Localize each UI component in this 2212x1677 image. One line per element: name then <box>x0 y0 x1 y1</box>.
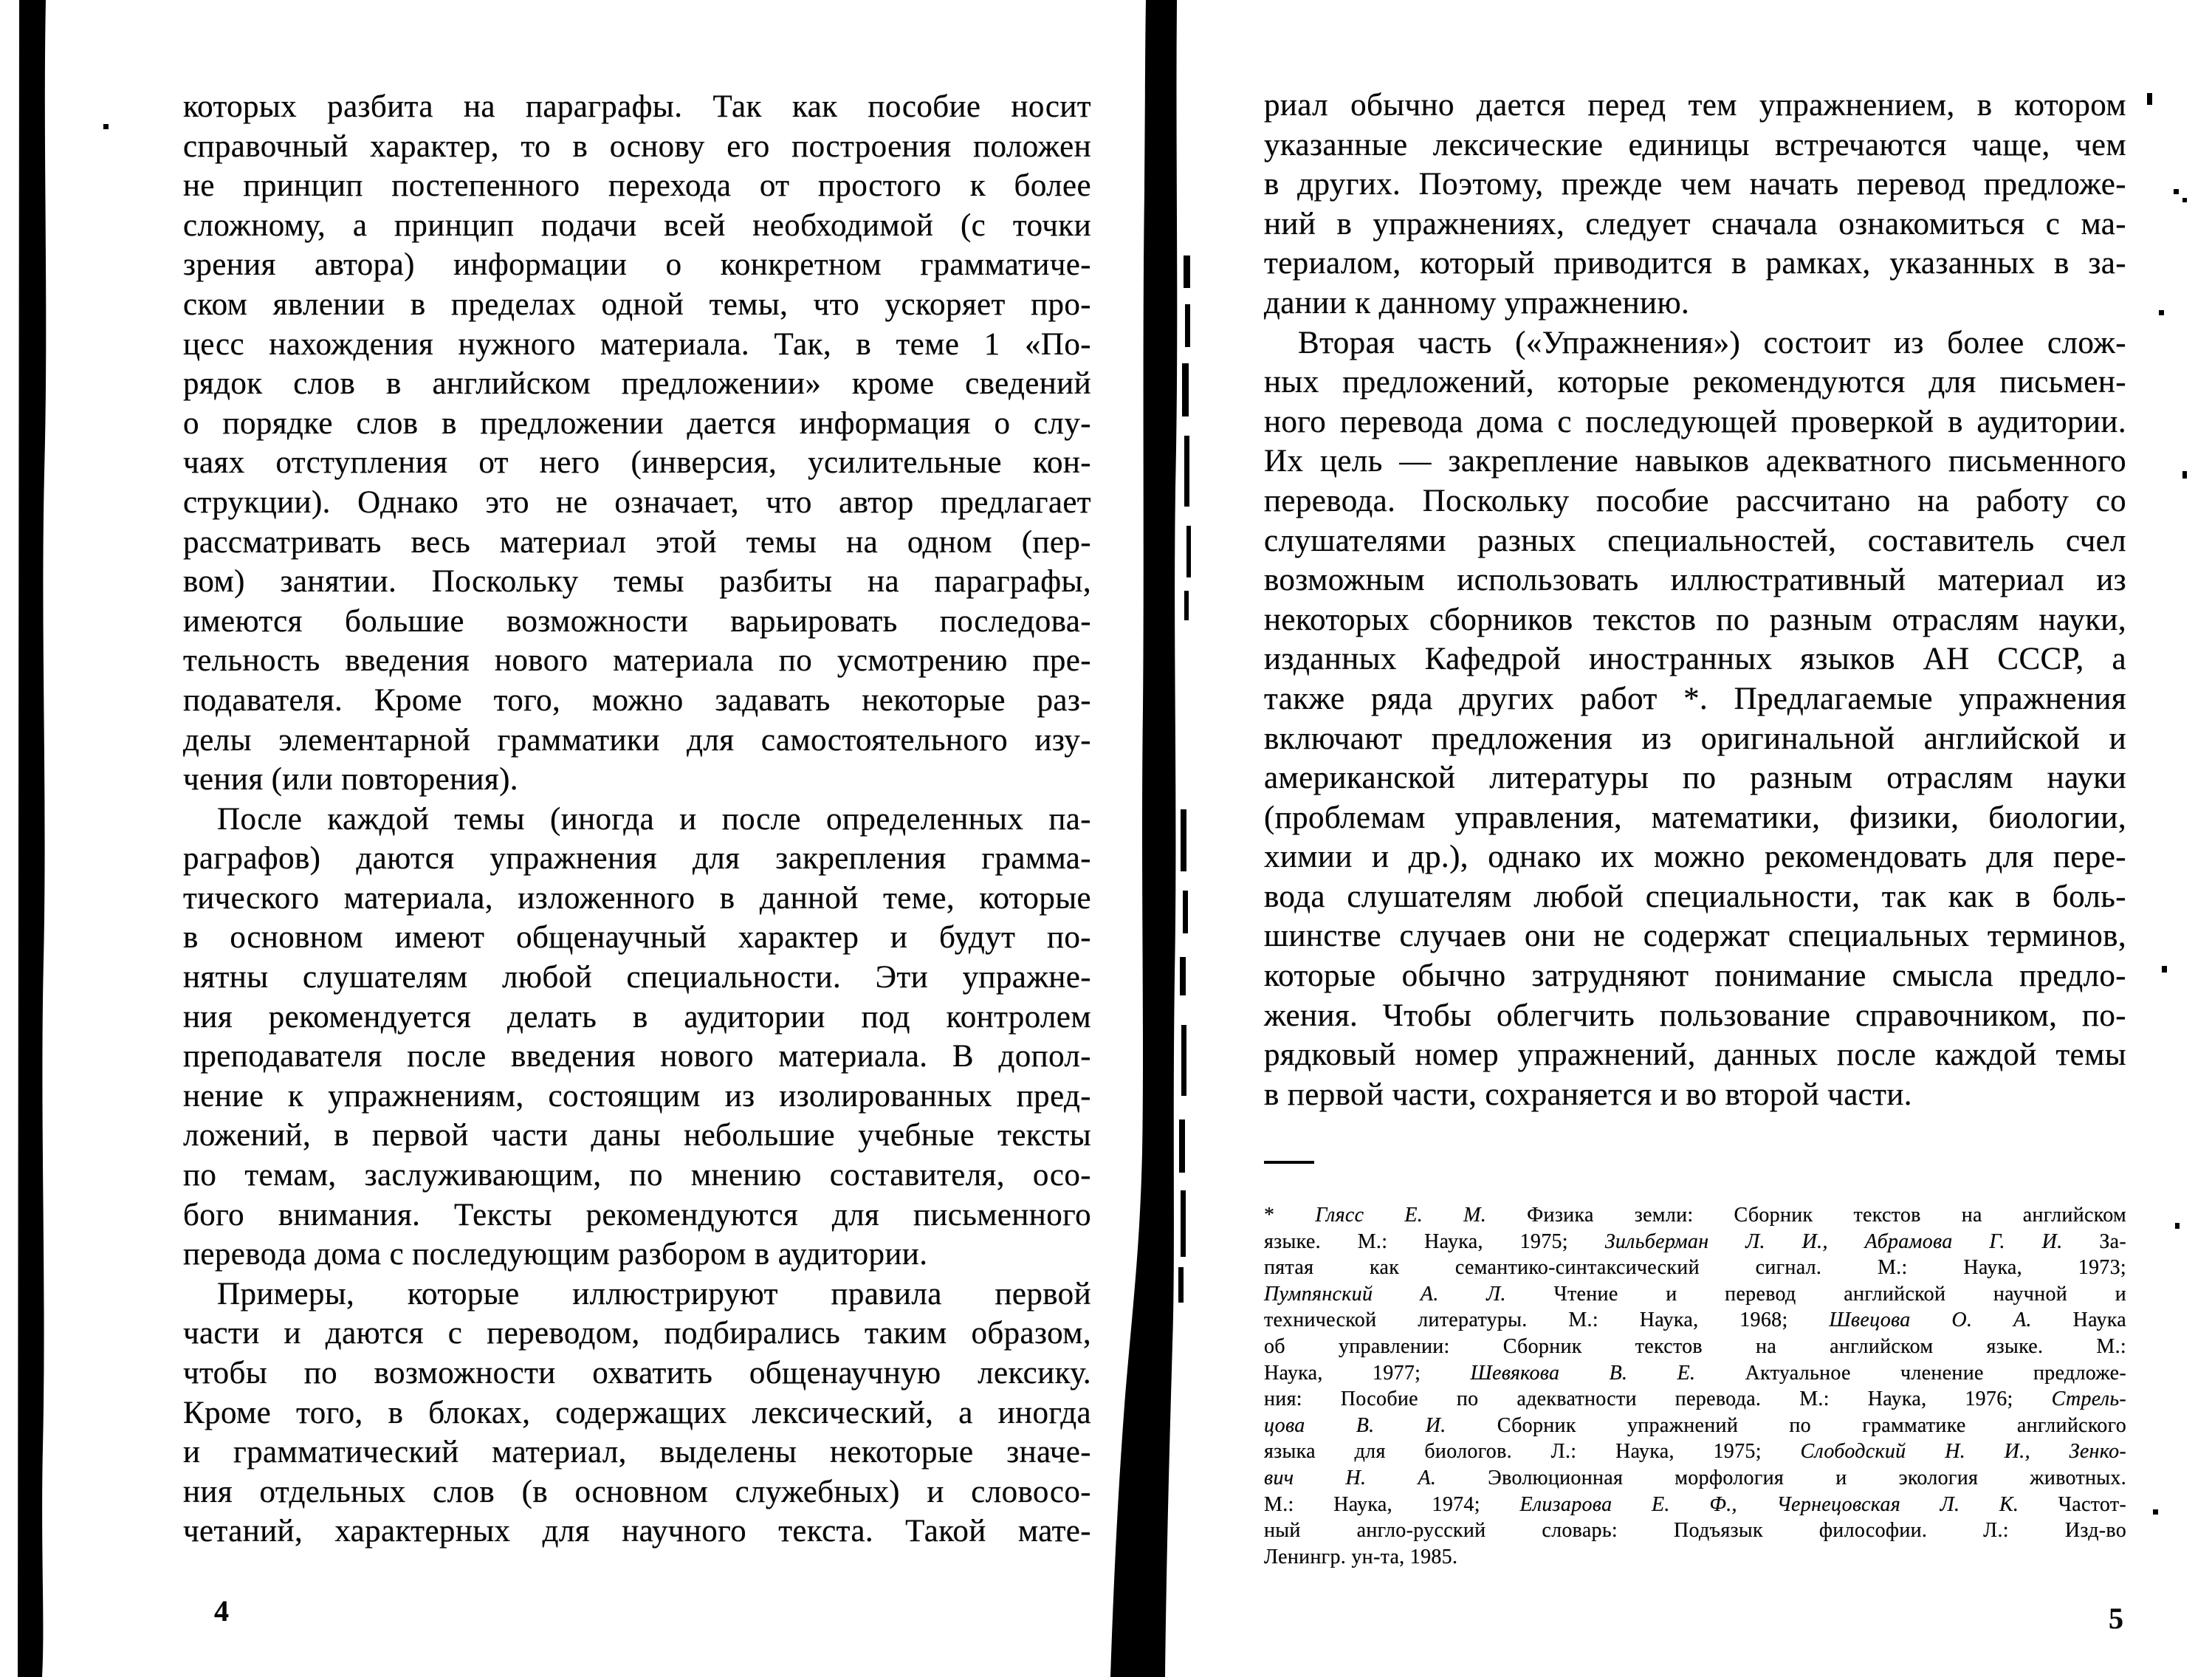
page-right-text-block <box>1264 86 2126 1114</box>
text-segment: Физика земли: Сборник текстов на английском <box>1486 1204 2126 1227</box>
text-line <box>1264 1465 2126 1492</box>
text-line: не принцип постепенного перехода от простого к более <box>183 168 1091 204</box>
italic-text-segment: Слободский Н. И., Зенко- <box>1800 1440 2126 1464</box>
text-line: струкции). Однако это не означает, что автор предлагает <box>183 484 1091 520</box>
italic-text-segment: Швецова О. А. <box>1829 1309 2032 1332</box>
text-line: чаях отступления от него (инверсия, усилительные кон- <box>183 445 1091 481</box>
text-line: в других. Поэтому, прежде чем начать перевод предложе- <box>1264 167 2126 202</box>
text-segment: Эволюционная морфология и экология животных. <box>1436 1466 2126 1489</box>
text-line: рассматривать весь материал этой темы на одном (пер- <box>183 524 1091 560</box>
text-segment: Актуальное членение предложе- <box>1695 1361 2126 1385</box>
italic-text-segment: Зильберман Л. И., Абрамова Г. И. <box>1604 1230 2063 1253</box>
text-line: жения. Чтобы облегчить пользование справочником, по- <box>1264 998 2126 1033</box>
text-line <box>1264 1281 2126 1308</box>
text-line: вода слушателям любой специальности, так как в боль- <box>1264 879 2126 914</box>
gutter-scan-band <box>1110 0 1177 1677</box>
text-line: чтобы по возможности охватить общенаучную лексику. <box>183 1356 1091 1390</box>
text-line: делы элементарной грамматики для самостоятельного изу- <box>183 722 1091 758</box>
text-line <box>1264 1386 2126 1413</box>
text-line <box>1264 1413 2126 1439</box>
text-segment: языке. М.: Наука, 1975; <box>1264 1230 1605 1253</box>
page-number-left: 4 <box>214 1594 229 1628</box>
text-line: зрения автора) информации о конкретном грамматиче- <box>183 247 1091 283</box>
text-line: Кроме того, в блоках, содержащих лексический, а иногда <box>183 1395 1091 1430</box>
text-segment: языка для биологов. Л.: Наука, 1975; <box>1264 1440 1801 1464</box>
text-line: включают предложения из оригинальной английской и <box>1264 721 2126 756</box>
text-segment: * <box>1264 1204 1316 1227</box>
text-segment: Частот- <box>2019 1492 2127 1516</box>
text-line: ния отдельных слов (в основном служебных) и словосо- <box>183 1474 1091 1509</box>
text-line: справочный характер, то в основу его построения положен <box>183 128 1091 164</box>
text-line: тического материала, изложенного в данной теме, которые <box>183 880 1091 916</box>
text-line <box>1264 1544 2126 1571</box>
text-line: раграфов) даются упражнения для закрепления грамма- <box>183 841 1091 877</box>
text-line: ском явлении в пределах одной темы, что ускоряет про- <box>183 287 1091 322</box>
text-line: по темам, заслуживающим, по мнению составителя, осо- <box>183 1158 1091 1193</box>
text-line: Их цель — закрепление навыков адекватного письменного <box>1264 444 2126 479</box>
text-line: указанные лексические единицы встречаются чаще, чем <box>1264 127 2126 162</box>
text-segment: пятая как семантико-синтаксический сигнал. М.: Наука, 1973; <box>1264 1256 2126 1280</box>
text-segment: об управлении: Сборник текстов на английском языке. М.: <box>1264 1334 2126 1358</box>
text-line: Вторая часть («Упражнения») состоит из более слож- <box>1298 325 2126 360</box>
text-line <box>1264 1334 2126 1360</box>
page-number-right: 5 <box>2109 1602 2123 1635</box>
text-line: возможным использовать иллюстративный материал из <box>1264 563 2126 598</box>
italic-text-segment: Шевякова В. Е. <box>1470 1361 1696 1385</box>
text-segment: Сборник упражнений по грамматике английского <box>1446 1413 2126 1437</box>
italic-text-segment: Глясс Е. М. <box>1315 1204 1487 1227</box>
text-line: химии и др.), однако их можно рекомендовать для пере- <box>1264 840 2126 875</box>
text-line: ных предложений, которые рекомендуются для письмен- <box>1264 365 2126 400</box>
left-edge-scan-bar <box>18 0 46 1677</box>
text-segment: Наука <box>2031 1309 2126 1332</box>
text-line: в основном имеют общенаучный характер и будут по- <box>183 920 1091 956</box>
text-line: американской литературы по разным отраслям науки <box>1264 761 2126 796</box>
text-line: изданных Кафедрой иностранных языков АН СССР, а <box>1264 642 2126 677</box>
text-line: вом) занятии. Поскольку темы разбиты на параграфы, <box>183 564 1091 600</box>
text-segment: Наука, 1977; <box>1264 1361 1471 1385</box>
text-line: нятны слушателям любой специальности. Эти упражне- <box>183 960 1091 995</box>
text-line: части и даются с переводом, подбирались таким образом, <box>183 1316 1091 1351</box>
text-line <box>1264 1307 2126 1334</box>
text-line: чения (или повторения). <box>183 762 518 798</box>
text-line: перевода дома с последующим разбором в аудитории. <box>183 1237 928 1272</box>
text-line: которых разбита на параграфы. Так как пособие носит <box>183 89 1091 124</box>
text-segment: технической литературы. М.: Наука, 1968; <box>1264 1309 1830 1332</box>
text-line: териалом, который приводится в рамках, указанных в за- <box>1264 246 2126 281</box>
text-segment: За- <box>2062 1230 2127 1253</box>
text-line: шинстве случаев они не содержат специальных терминов, <box>1264 919 2126 954</box>
text-line: ния рекомендуется делать в аудитории под контролем <box>183 999 1091 1035</box>
text-line: (проблемам управления, математики, физики, биологии, <box>1264 800 2126 835</box>
text-line: сложному, а принцип подачи всей необходимой (с точки <box>183 208 1091 243</box>
text-segment: ния: Пособие по адекватности перевода. М.: Наука, 1976; <box>1264 1388 2052 1411</box>
text-line: некоторых сборников текстов по разным отраслям науки, <box>1264 602 2126 637</box>
text-line <box>1264 1492 2126 1518</box>
text-line: дании к данному упражнению. <box>1264 285 1690 320</box>
text-line: рядковый номер упражнений, данных после каждой темы <box>1264 1038 2126 1073</box>
text-line <box>1264 1202 2126 1229</box>
text-line <box>1264 1255 2126 1281</box>
text-line <box>1264 1360 2126 1387</box>
text-line: ложений, в первой части даны небольшие учебные тексты <box>183 1118 1091 1153</box>
text-line: слушателями разных специальностей, составитель счел <box>1264 523 2126 558</box>
text-line: ний в упражнениях, следует сначала ознакомиться с ма- <box>1264 206 2126 241</box>
footnote-separator-rule <box>1264 1161 1314 1164</box>
italic-text-segment: Пумпянский А. Л. <box>1264 1282 1506 1306</box>
text-line: также ряда других работ *. Предлагаемые упражнения <box>1264 681 2126 716</box>
italic-text-segment: вич Н. А. <box>1264 1466 1437 1489</box>
text-line: перевода. Поскольку пособие рассчитано на работу со <box>1264 483 2126 518</box>
text-line: После каждой темы (иногда и после определенных па- <box>217 801 1091 837</box>
text-line <box>1264 1229 2126 1255</box>
text-line: о порядке слов в предложении дается информация о слу- <box>183 405 1091 441</box>
text-line: которые обычно затрудняют понимание смысла предло- <box>1264 958 2126 994</box>
text-line: рядок слов в английском предложении» кроме сведений <box>183 366 1091 402</box>
text-segment: ный англо-русский словарь: Подъязык философии. Л.: Изд-во <box>1264 1519 2126 1543</box>
text-line: в первой части, сохраняется и во второй части. <box>1264 1077 1912 1112</box>
text-line: бого внимания. Тексты рекомендуются для письменного <box>183 1197 1091 1232</box>
text-segment: М.: Наука, 1974; <box>1264 1492 1520 1516</box>
page-left-text-block <box>183 87 1091 1551</box>
text-line: тельность введения нового материала по усмотрению пре- <box>183 643 1091 679</box>
italic-text-segment: Стрель- <box>2051 1388 2126 1411</box>
text-line: риал обычно дается перед тем упражнением, в котором <box>1264 88 2126 123</box>
text-line: цесс нахождения нужного материала. Так, в теме 1 «По- <box>183 326 1091 362</box>
text-line: и грамматический материал, выделены некоторые значе- <box>183 1435 1091 1470</box>
text-line <box>1264 1517 2126 1544</box>
text-line: преподавателя после введения нового материала. В допол- <box>183 1039 1091 1074</box>
text-line: Примеры, которые иллюстрируют правила первой <box>217 1276 1091 1311</box>
text-line <box>1264 1438 2126 1465</box>
text-line: нение к упражнениям, состоящим из изолированных пред- <box>183 1078 1091 1114</box>
italic-text-segment: Елизарова Е. Ф., Чернецовская Л. К. <box>1519 1492 2019 1516</box>
text-line: подавателя. Кроме того, можно задавать некоторые раз- <box>183 682 1091 718</box>
page-right-footnote-block <box>1264 1202 2126 1570</box>
text-line: четаний, характерных для научного текста. Такой мате- <box>183 1514 1091 1549</box>
italic-text-segment: цова В. И. <box>1264 1413 1446 1437</box>
text-segment: Ленингр. ун-та, 1985. <box>1264 1545 1458 1568</box>
text-line: ного перевода дома с последующей проверкой в аудитории. <box>1264 404 2126 439</box>
text-segment: Чтение и перевод английской научной и <box>1505 1282 2126 1306</box>
gutter-scan-dashes <box>1178 256 1191 1303</box>
text-line: имеются большие возможности варьировать последова- <box>183 603 1091 639</box>
